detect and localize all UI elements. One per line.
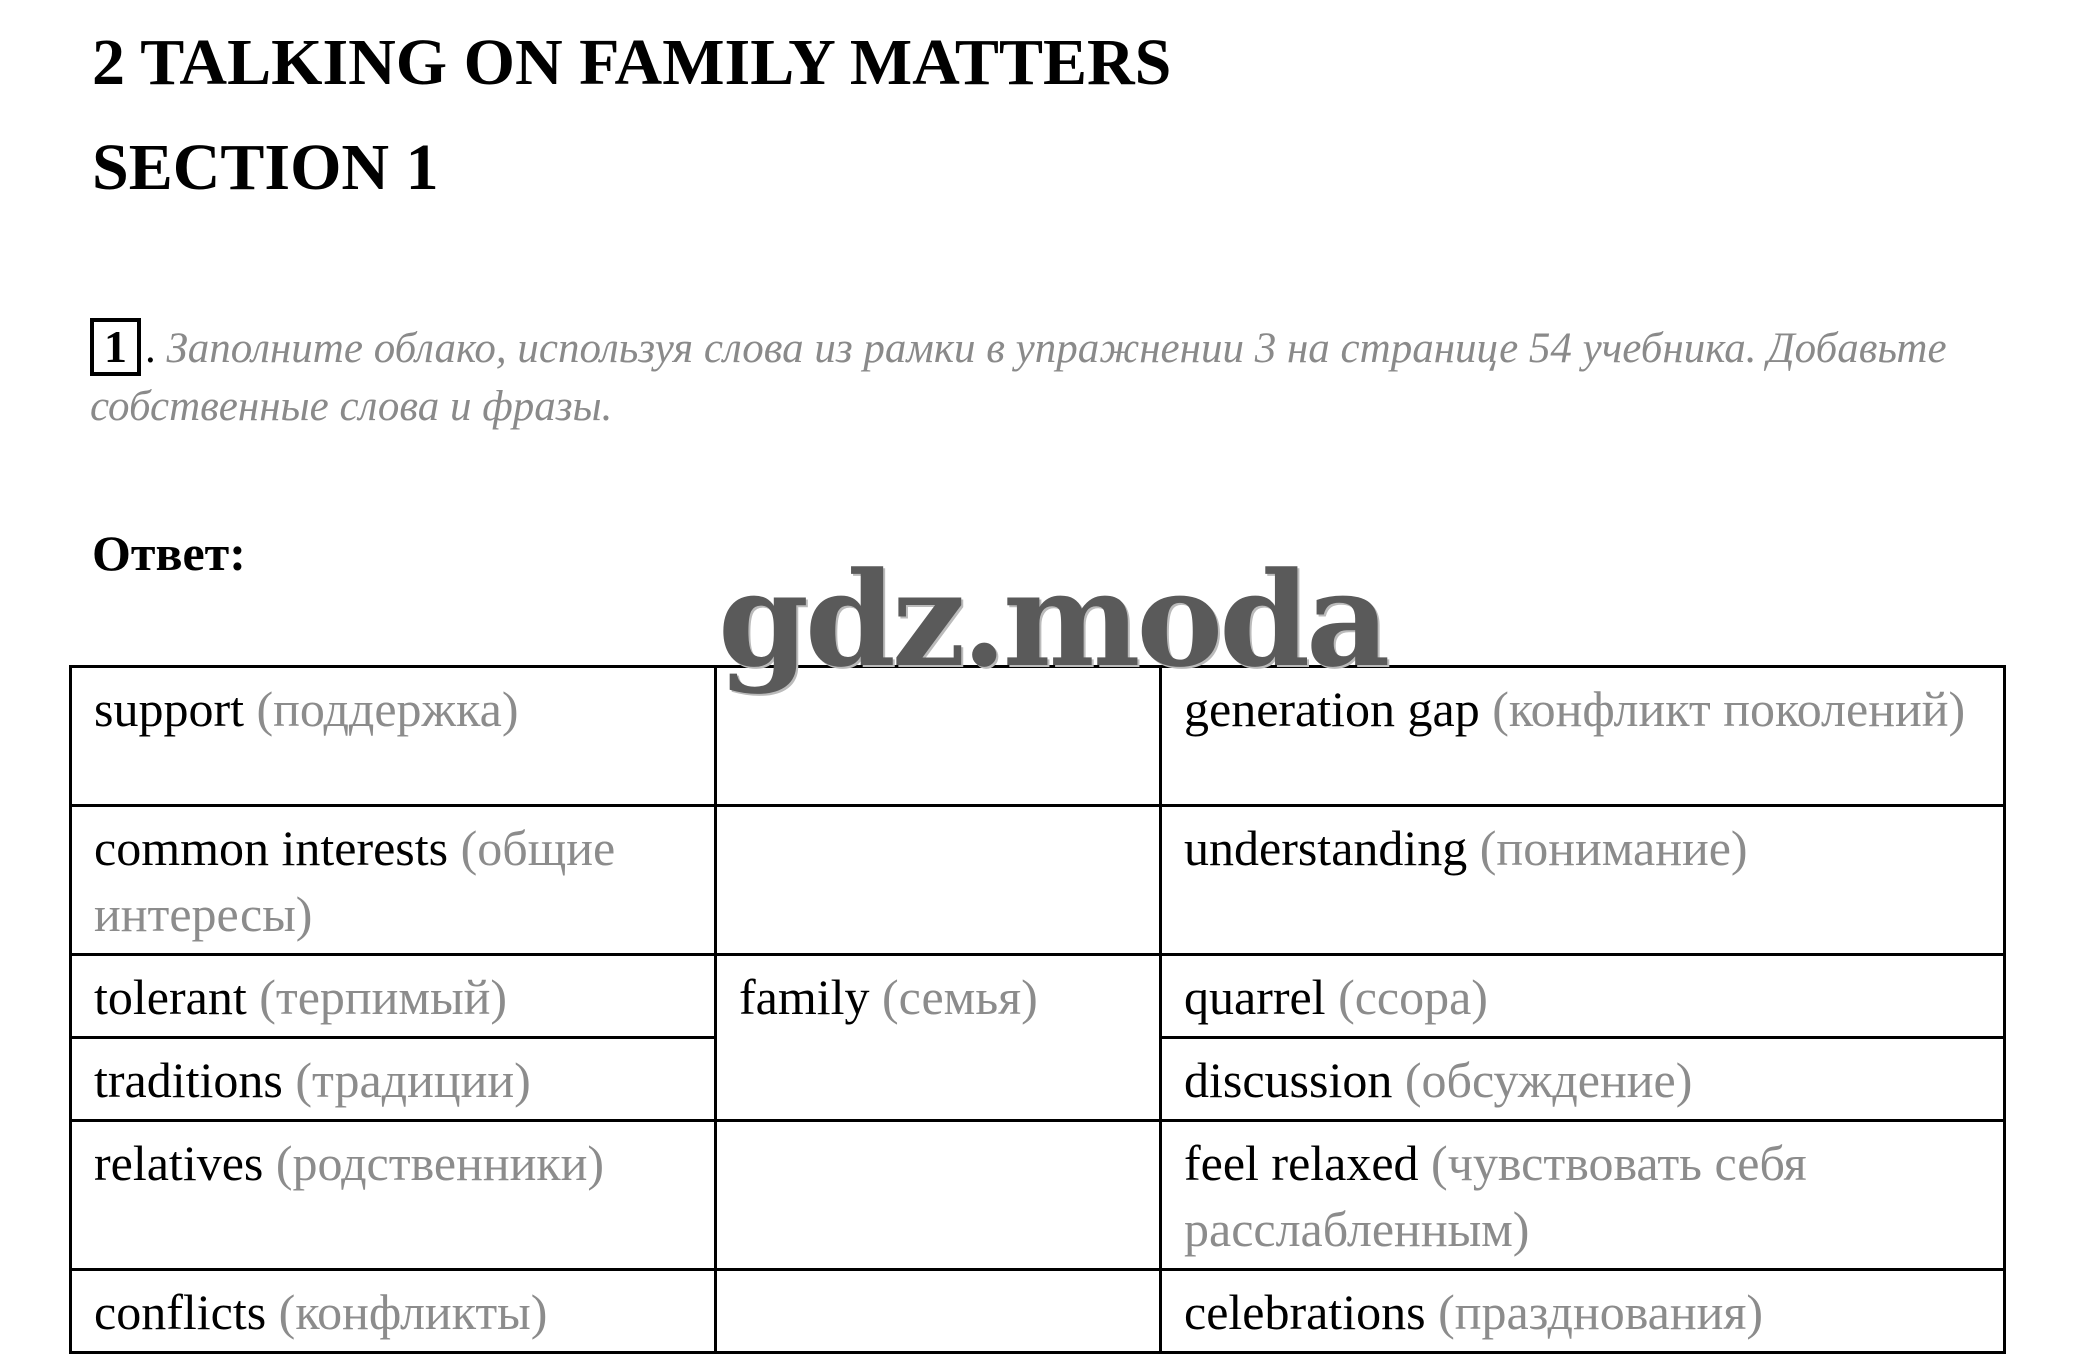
- word-ru: (терпимый): [259, 969, 508, 1025]
- answer-label: Ответ:: [92, 525, 246, 581]
- word-en: conflicts: [94, 1284, 267, 1340]
- word-ru: (конфликт поколений): [1492, 681, 1966, 737]
- table-cell-left: [71, 1038, 716, 1121]
- word-ru: (чувствовать себя расслабленным): [1184, 1135, 1807, 1257]
- table-cell-right: [1161, 806, 2005, 955]
- word-en: common interests: [94, 820, 449, 876]
- table-cell-right: [1161, 1270, 2005, 1353]
- table-cell-center: [716, 1121, 1161, 1270]
- word-ru: (родственники): [275, 1135, 605, 1191]
- word-en: tolerant: [94, 969, 247, 1025]
- task-text: Заполните облако, используя слова из рамки в упражнении 3 на странице 54 учебника. Добавьте собственные слова и фразы.: [90, 325, 1947, 430]
- chapter-title: 2 TALKING ON FAMILY MATTERS: [92, 26, 1172, 99]
- table-cell-center: [716, 1270, 1161, 1353]
- center-word-ru: (семья): [882, 969, 1038, 1025]
- word-en: discussion: [1184, 1052, 1393, 1108]
- table-cell-left: [71, 955, 716, 1038]
- word-ru: (поддержка): [256, 681, 519, 737]
- word-en: generation gap: [1184, 681, 1480, 737]
- task-instruction: [90, 318, 2070, 436]
- watermark-logo: gdz.moda: [718, 543, 1387, 696]
- word-ru: (обсуждение): [1404, 1052, 1693, 1108]
- word-ru: (празднования): [1438, 1284, 1764, 1340]
- task-number-dot: .: [145, 325, 156, 372]
- table-row: [71, 955, 2005, 1038]
- word-en: quarrel: [1184, 969, 1326, 1025]
- word-ru: (конфликты): [278, 1284, 548, 1340]
- vocabulary-table: [69, 665, 2006, 1354]
- word-en: relatives: [94, 1135, 264, 1191]
- table-cell-left: [71, 1270, 716, 1353]
- word-en: feel relaxed: [1184, 1135, 1419, 1191]
- word-en: understanding: [1184, 820, 1468, 876]
- table-cell-center-family: [716, 955, 1161, 1121]
- table-row: [71, 1121, 2005, 1270]
- table-cell-left: [71, 667, 716, 806]
- word-en: traditions: [94, 1052, 283, 1108]
- word-ru: (понимание): [1479, 820, 1748, 876]
- center-word-en: family: [739, 969, 870, 1025]
- word-ru: (общие интересы): [94, 820, 616, 942]
- table-cell-left: [71, 1121, 716, 1270]
- table-cell-right: [1161, 955, 2005, 1038]
- word-ru: (традиции): [295, 1052, 531, 1108]
- section-title: SECTION 1: [92, 131, 439, 204]
- table-row: [71, 806, 2005, 955]
- table-cell-right: [1161, 1038, 2005, 1121]
- table-cell-left: [71, 806, 716, 955]
- word-en: celebrations: [1184, 1284, 1426, 1340]
- table-row: [71, 1270, 2005, 1353]
- task-number: 1: [90, 318, 141, 376]
- word-ru: (ссора): [1338, 969, 1488, 1025]
- table-cell-right: [1161, 1121, 2005, 1270]
- table-cell-center: [716, 806, 1161, 955]
- word-en: support: [94, 681, 244, 737]
